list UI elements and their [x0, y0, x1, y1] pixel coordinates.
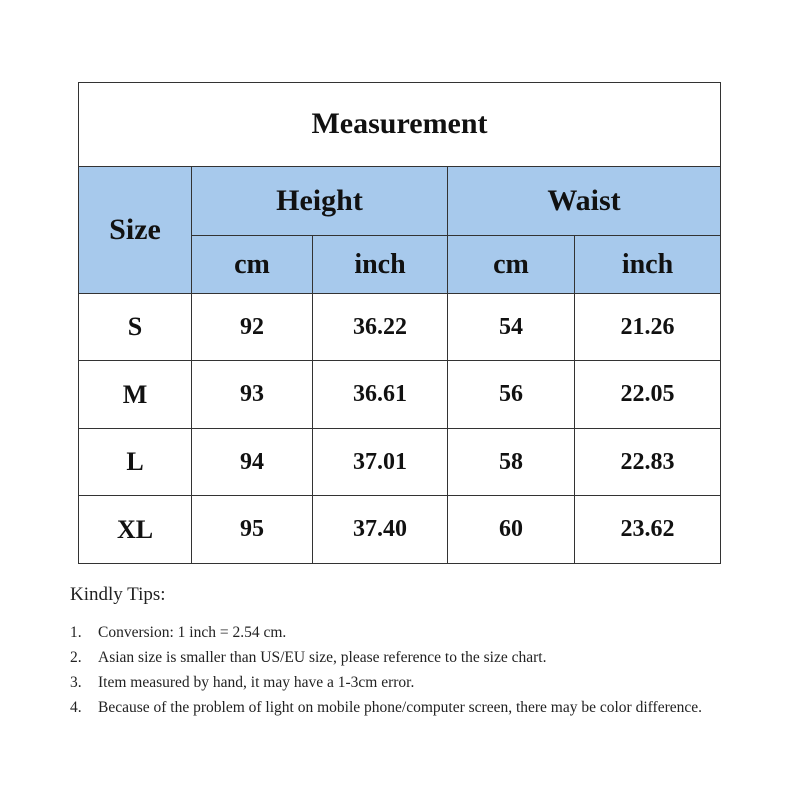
height-cm-cell: 92 — [192, 293, 313, 361]
table-title: Measurement — [79, 83, 721, 167]
height-inch-cell: 36.61 — [313, 361, 448, 429]
waist-cm-cell: 54 — [448, 293, 575, 361]
size-cell: XL — [79, 496, 192, 564]
size-column-header: Size — [79, 166, 192, 293]
size-cell: M — [79, 361, 192, 429]
list-item — [70, 670, 740, 695]
height-inch-cell: 37.40 — [313, 496, 448, 564]
height-inch-cell: 36.22 — [313, 293, 448, 361]
table-row — [79, 496, 721, 564]
tip-text: Because of the problem of light on mobile phone/computer screen, there may be color difference. — [98, 699, 702, 716]
waist-cm-cell: 58 — [448, 428, 575, 496]
waist-inch-cell: 22.05 — [575, 361, 721, 429]
waist-column-header: Waist — [448, 166, 721, 236]
table-row — [79, 428, 721, 496]
list-item — [70, 645, 740, 670]
height-inch-cell: 37.01 — [313, 428, 448, 496]
size-cell: S — [79, 293, 192, 361]
header-row-top — [79, 166, 721, 236]
tips-title: Kindly Tips: — [70, 584, 166, 605]
tip-text: Asian size is smaller than US/EU size, please reference to the size chart. — [98, 649, 547, 666]
size-cell: L — [79, 428, 192, 496]
height-column-header: Height — [192, 166, 448, 236]
tip-number: 4. — [70, 699, 82, 716]
tips-section — [70, 584, 740, 720]
waist-inch-header: inch — [575, 236, 721, 293]
tip-number: 2. — [70, 649, 82, 666]
height-cm-cell: 94 — [192, 428, 313, 496]
tip-number: 3. — [70, 674, 82, 691]
height-cm-header: cm — [192, 236, 313, 293]
height-inch-header: inch — [313, 236, 448, 293]
waist-cm-cell: 60 — [448, 496, 575, 564]
list-item — [70, 695, 740, 720]
tip-number: 1. — [70, 624, 82, 641]
title-row — [79, 83, 721, 167]
waist-cm-cell: 56 — [448, 361, 575, 429]
tip-text: Item measured by hand, it may have a 1-3cm error. — [98, 674, 415, 691]
list-item — [70, 620, 740, 645]
waist-inch-cell: 22.83 — [575, 428, 721, 496]
waist-inch-cell: 23.62 — [575, 496, 721, 564]
waist-inch-cell: 21.26 — [575, 293, 721, 361]
tips-list — [70, 620, 740, 720]
waist-cm-header: cm — [448, 236, 575, 293]
tip-text: Conversion: 1 inch = 2.54 cm. — [98, 624, 287, 641]
height-cm-cell: 93 — [192, 361, 313, 429]
height-cm-cell: 95 — [192, 496, 313, 564]
table-row — [79, 293, 721, 361]
size-chart-table — [78, 82, 721, 564]
table-row — [79, 361, 721, 429]
